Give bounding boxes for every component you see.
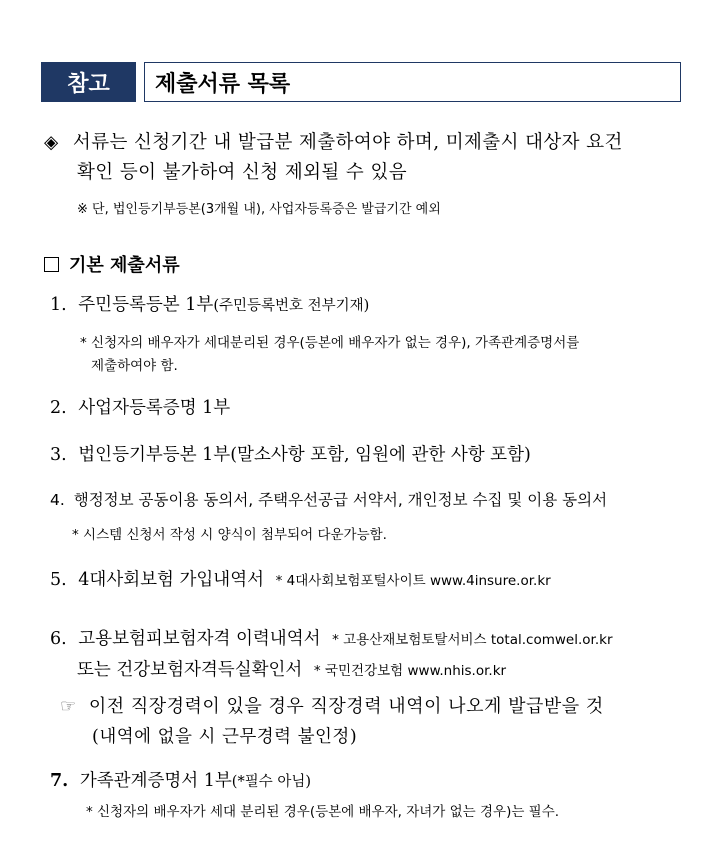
notice-text-2: 확인 등이 불가하여 신청 제외될 수 있음 xyxy=(77,162,408,183)
notice-line-1 xyxy=(44,128,623,154)
list-item xyxy=(50,441,531,466)
item-paren: (*필수 아님) xyxy=(231,774,311,790)
item-note: * 신청자의 배우자가 세대분리된 경우(등본에 배우자가 없는 경우), 가족관계증명서를 xyxy=(80,335,580,351)
pointing-hand-icon: ☞ xyxy=(60,696,77,717)
section-heading xyxy=(44,251,180,277)
tip-line-1 xyxy=(60,692,604,718)
item-inline-note: * 국민건강보험 www.nhis.or.kr xyxy=(313,663,507,679)
item-number: 6. xyxy=(50,629,67,649)
reference-tag: 참고 xyxy=(41,62,136,102)
item-text: 가족관계증명서 1부 xyxy=(79,771,232,791)
list-item-cont xyxy=(77,656,506,681)
item-number: 5. xyxy=(50,570,67,590)
item-note-cont: 제출하여야 함. xyxy=(91,358,178,374)
item-text: 주민등록등본 1부 xyxy=(78,295,214,315)
tip-text-2: (내역에 없을 시 근무경력 불인정) xyxy=(92,727,358,747)
item-number: 7. xyxy=(50,771,69,791)
item-note: * 시스템 신청서 작성 시 양식이 첨부되어 다운가능함. xyxy=(72,527,387,543)
item-number: 1. xyxy=(50,295,67,315)
checkbox-square-icon xyxy=(44,257,59,272)
list-item xyxy=(50,625,613,650)
item-text: 고용보험피보험자격 이력내역서 xyxy=(78,629,321,649)
item-text-cont: 또는 건강보험자격득실확인서 xyxy=(77,660,303,680)
list-item xyxy=(50,394,230,419)
list-item xyxy=(50,767,311,792)
list-item xyxy=(50,488,607,510)
section-title: 기본 제출서류 xyxy=(69,255,180,276)
tip-text-1: 이전 직장경력이 있을 경우 직장경력 내역이 나오게 발급받을 것 xyxy=(88,696,604,717)
item-note: * 신청자의 배우자가 세대 분리된 경우(등본에 배우자, 자녀가 없는 경우)는 필수. xyxy=(86,804,560,820)
item-text: 행정정보 공동이용 동의서, 주택우선공급 서약서, 개인정보 수집 및 이용 동의서 xyxy=(73,491,608,509)
diamond-bullet-icon: ◈ xyxy=(44,132,59,153)
list-item xyxy=(50,291,369,316)
header xyxy=(41,62,681,102)
item-inline-note: * 4대사회보험포털사이트 www.4insure.or.kr xyxy=(275,573,551,589)
item-text: 사업자등록증명 1부 xyxy=(78,398,231,418)
list-item xyxy=(50,566,551,591)
item-number: 2. xyxy=(50,398,67,418)
item-number: 3. xyxy=(50,445,67,465)
item-text: 4대사회보험 가입내역서 xyxy=(78,570,265,590)
item-text: 법인등기부등본 1부(말소사항 포함, 임원에 관한 사항 포함) xyxy=(78,445,531,465)
page-title: 제출서류 목록 xyxy=(144,62,681,102)
notice-note: ※ 단, 법인등기부등본(3개월 내), 사업자등록증은 발급기간 예외 xyxy=(77,202,441,217)
item-number: 4. xyxy=(50,491,65,509)
item-paren: (주민등록번호 전부기재) xyxy=(213,298,370,314)
notice-text-1: 서류는 신청기간 내 발급분 제출하여야 하며, 미제출시 대상자 요건 xyxy=(72,132,623,153)
item-inline-note: * 고용산재보험토탈서비스 total.comwel.or.kr xyxy=(332,632,613,648)
